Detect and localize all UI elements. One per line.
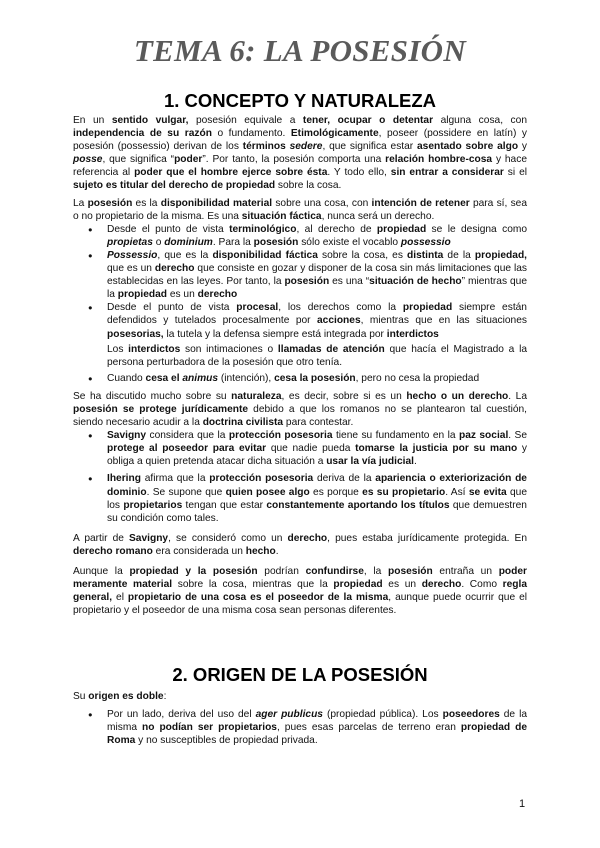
paragraph-savigny: A partir de Savigny, se consideró como un derecho, pues estaba jurídicamente protegida. En derecho romano era considerada un hecho. <box>73 532 527 557</box>
section-2-body <box>73 690 527 747</box>
list-item: ● Possessio, que es la disponibilidad fáctica sobre la cosa, es distinta de la propiedad, que es un derecho que consiste en gozar y disponer de la cosa sin más limitaciones que las establecidas en las leyes. Por tanto, la posesión es una “situación de hecho” mientras que la propiedad es un derecho <box>73 249 527 301</box>
section-2-heading: 2. ORIGEN DE LA POSESIÓN <box>172 664 428 685</box>
list-item: ● Desde el punto de vista terminológico, al derecho de propiedad se le designa como propietas o dominium. Para la posesión sólo existe el vocablo possessio <box>73 223 527 249</box>
page-number: 1 <box>519 798 526 810</box>
paragraph-origen: Su origen es doble: <box>73 691 167 702</box>
paragraph-definicion: La posesión es la disponibilidad material sobre una cosa, con intención de retener para sí, sea o no propietario de la misma. Es una situación fáctica, nunca será un derecho. <box>73 197 527 222</box>
page-title: TEMA 6: LA POSESIÓN <box>133 33 467 68</box>
bullet-list-3 <box>73 708 527 747</box>
list-item: ● Cuando cesa el animus (intención), cesa la posesión, pero no cesa la propiedad <box>73 372 527 385</box>
paragraph-interdictos: Los interdictos son intimaciones o llamadas de atención que hacía el Magistrado a la persona perturbadora de la posesión que otro tenía. <box>107 343 528 368</box>
bullet-list-2 <box>73 429 527 525</box>
list-item: ● Por un lado, deriva del uso del ager publicus (propiedad pública). Los poseedores de la misma no podían ser propietarios, pues esas parcelas de terreno eran propiedad de Roma y no susceptibles de propiedad privada. <box>73 708 527 747</box>
paragraph-concepto: En un sentido vulgar, posesión equivale a tener, ocupar o detentar alguna cosa, con independencia de su razón o fundamento. Etimológicamente, poseer (possidere en latín) y posesión (possessio) derivan de los términos sedere, que significa estar asentado sobre algo y posse, que significa “poder”. Por tanto, la posesión comporta una relación hombre-cosa y hace referencia al poder que el hombre ejerce sobre ésta. Y todo ello, sin entrar a considerar si el sujeto es titular del derecho de propiedad sobre la cosa. <box>73 115 527 192</box>
list-item: ● Ihering afirma que la protección posesoria deriva de la apariencia o exteriorización de dominio. Se supone que quien posee algo es porque es su propietario. Así se evita que los propietarios tengan que estar constantemente aportando los títulos que demuestren su condición como tales. <box>73 472 527 524</box>
section-1-heading: 1. CONCEPTO Y NATURALEZA <box>163 90 437 111</box>
section-1-body <box>73 114 527 617</box>
bullet-list-1 <box>73 223 527 341</box>
paragraph-propiedad-posesion: Aunque la propiedad y la posesión podrían confundirse, la posesión entraña un poder meramente material sobre la cosa, mientras que la propiedad es un derecho. Como regla general, el propietario de una cosa es el poseedor de la misma, aunque puede ocurrir que el propietario y el poseedor de una misma cosa sean personas diferentes. <box>73 566 528 617</box>
bullet-list-1b <box>73 372 527 385</box>
list-item: ● Desde el punto de vista procesal, los derechos como la propiedad siempre están defendidos y tutelados procesalmente por acciones, mientras que en las situaciones posesorias, la tutela y la defensa siempre está integrada por interdictos <box>73 301 527 340</box>
list-item: ● Savigny considera que la protección posesoria tiene su fundamento en la paz social. Se protege al poseedor para evitar que nadie pueda tomarse la justicia por su mano y obliga a quien pretenda atacar dicha situación a usar la vía judicial. <box>73 429 527 468</box>
paragraph-naturaleza: Se ha discutido mucho sobre su naturaleza, es decir, sobre si es un hecho o un derecho. La posesión se protege jurídicamente debido a que los romanos no se plantearon tal cuestión, siendo necesario acudir a la doctrina civilista para contestar. <box>73 390 527 429</box>
